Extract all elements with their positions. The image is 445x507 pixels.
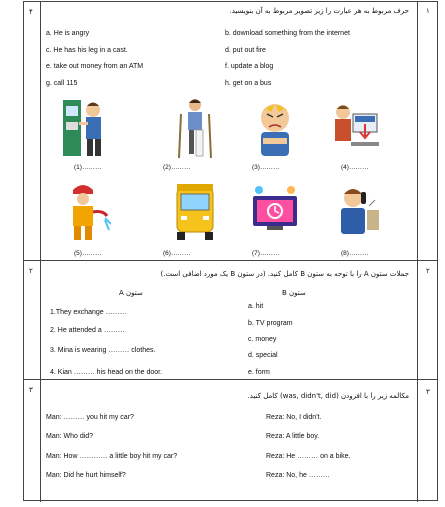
- score-cell: [24, 380, 41, 502]
- question-2: [24, 261, 437, 380]
- score-cell: [24, 2, 41, 260]
- worksheet: [23, 1, 438, 501]
- question-1: [24, 2, 437, 261]
- question-1-instruction: حرف مربوط به هر عبارت را زیر تصویر مربوط به آن بنویسید.: [229, 7, 409, 15]
- column-b-item: d. special: [248, 352, 278, 359]
- firefighter-picture: [59, 180, 111, 244]
- column-a-item: 1.They exchange ………: [50, 309, 127, 316]
- column-b-item: a. hit: [248, 303, 264, 310]
- atm-picture: [59, 96, 111, 160]
- caption-7: (7)………: [252, 250, 280, 257]
- option-c: c. He has his leg in a cast.: [46, 47, 128, 54]
- column-a-item: 3. Mina is wearing ……… clothes.: [50, 347, 156, 354]
- caption-5: (5)………: [74, 250, 102, 257]
- question-3-instruction: مکالمه زیر را با افزودن (was, didn't, did) کامل کنید.: [247, 392, 409, 400]
- column-a-item: 4. Kian ……… his head on the door.: [50, 369, 163, 376]
- caption-2: (2)………: [163, 164, 191, 171]
- row-3-number: ٣: [426, 388, 430, 396]
- row-2-number: ٢: [426, 267, 430, 275]
- question-2-instruction: جملات ستون A را با توجه به ستون B کامل کنید. (در ستون B یک مورد اضافی است.): [160, 270, 409, 278]
- caption-8: (8)………: [341, 250, 369, 257]
- option-b: b. download something from the internet: [225, 30, 350, 37]
- dialogue-reza-line: Reza: He ……… on a bike.: [266, 453, 351, 460]
- column-b-header: ستون B: [282, 289, 306, 297]
- angry-boy-picture: [249, 96, 301, 160]
- column-a-header: ستون A: [119, 289, 143, 297]
- dialogue-reza-line: Reza: A little boy.: [266, 433, 320, 440]
- column-a-item: 2. He attended a ………: [50, 327, 125, 334]
- option-f: f. update a blog: [225, 63, 274, 70]
- phone-call-picture: [329, 180, 381, 244]
- option-g: g. call 115: [46, 80, 78, 87]
- number-cell: [417, 2, 437, 260]
- school-bus-picture: [169, 180, 221, 244]
- caption-6: (6)………: [163, 250, 191, 257]
- caption-1: (1)………: [74, 164, 102, 171]
- number-cell: [417, 380, 437, 502]
- option-e: e. take out money from an ATM: [46, 63, 144, 70]
- score-value: ۳: [29, 386, 33, 394]
- dialogue-reza-line: Reza: No, I didn't.: [266, 414, 322, 421]
- column-b-item: b. TV program: [248, 320, 293, 327]
- dialogue-man-line: Man: ……… you hit my car?: [46, 414, 134, 421]
- dialogue-man-line: Man: Did he hurt himself?: [46, 472, 126, 479]
- download-picture: [329, 96, 381, 160]
- option-d: d. put out fire: [225, 47, 266, 54]
- caption-3: (3)………: [252, 164, 280, 171]
- dialogue-reza-line: Reza: No, he ………: [266, 472, 330, 479]
- question-3: [24, 380, 437, 502]
- score-value: ۲: [29, 267, 33, 275]
- score-value: ۴: [29, 8, 33, 16]
- score-cell: [24, 261, 41, 379]
- dialogue-man-line: Man: How ………… a little boy hit my car?: [46, 453, 178, 460]
- option-h: h. get on a bus: [225, 80, 272, 87]
- option-a: a. He is angry: [46, 30, 90, 37]
- update-blog-picture: [249, 180, 301, 244]
- column-b-item: e. form: [248, 369, 270, 376]
- column-b-item: c. money: [248, 336, 277, 343]
- caption-4: (4)………: [341, 164, 369, 171]
- row-1-number: ١: [426, 7, 430, 15]
- dialogue-man-line: Man: Who did?: [46, 433, 94, 440]
- number-cell: [417, 261, 437, 379]
- cast-picture: [169, 96, 221, 160]
